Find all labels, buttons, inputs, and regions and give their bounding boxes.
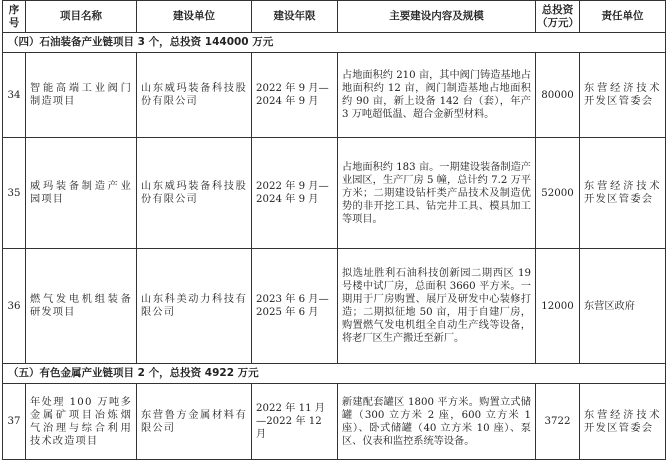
cell-seq: 36 — [3, 249, 26, 364]
cell-seq: 34 — [3, 53, 26, 138]
cell-responsible: 东营经济技术开发区管委会 — [580, 53, 666, 138]
project-table — [2, 0, 666, 460]
cell-content: 占地面积约 210 亩，其中阀门铸造基地占地面积约 12 亩，阀门制造基地占地面积约 90 亩，新上设备 142 台（套），年产 3 万吨超低温、超合金新型材料。 — [338, 53, 536, 138]
cell-name: 威玛装备制造产业园项目 — [26, 138, 137, 249]
section-row — [3, 33, 666, 53]
cell-investment: 3722 — [536, 384, 580, 460]
cell-seq: 37 — [3, 384, 26, 460]
cell-content: 拟选址胜利石油科技创新园二期西区 19 号楼中试厂房，总面积 3660 平方米。一期用于厂房购置、展厅及研发中心装修打造；二期拟征地 50 亩，用于自建厂房，购置燃气发电机组全自动生产线等设备，将老厂区生产搬迁至新厂。 — [338, 249, 536, 364]
table-row — [3, 138, 666, 249]
cell-period: 2022 年 11 月—2022 年 12 月 — [252, 384, 338, 460]
cell-builder: 山东威玛装备科技股份有限公司 — [137, 138, 252, 249]
section-row — [3, 364, 666, 384]
header-row — [3, 1, 666, 33]
table-row — [3, 53, 666, 138]
cell-period: 2022 年 9 月—2024 年 9 月 — [252, 138, 338, 249]
header-investment: 总投资（万元） — [536, 1, 580, 33]
cell-seq: 35 — [3, 138, 26, 249]
cell-investment: 12000 — [536, 249, 580, 364]
header-name: 项目名称 — [26, 1, 137, 33]
cell-builder: 山东威玛装备科技股份有限公司 — [137, 53, 252, 138]
table-row — [3, 249, 666, 364]
cell-responsible: 东营经济技术开发区管委会 — [580, 138, 666, 249]
cell-content: 占地面积约 183 亩。一期建设装备制造产业园区，生产厂房 5 幢，总计约 7.2 万平方米；二期建设钻杆类产品技术及制造优势的非开挖工具、钻完井工具、模具加工等项目。 — [338, 138, 536, 249]
header-builder: 建设单位 — [137, 1, 252, 33]
header-seq: 序号 — [3, 1, 26, 33]
cell-responsible: 东营区政府 — [580, 249, 666, 364]
cell-content: 新建配套罐区 1800 平方米。购置立式储罐（300 立方米 2 座，600 立方米 1 座）、卧式储罐（40 立方米 10 座）、泵区、仪表和监控系统等设备。 — [338, 384, 536, 460]
section-title: （四）石油装备产业链项目 3 个，总投资 144000 万元 — [3, 33, 666, 53]
cell-investment: 80000 — [536, 53, 580, 138]
cell-investment: 52000 — [536, 138, 580, 249]
cell-period: 2023 年 6 月—2025 年 6 月 — [252, 249, 338, 364]
cell-period: 2022 年 9 月—2024 年 9 月 — [252, 53, 338, 138]
header-content: 主要建设内容及规模 — [338, 1, 536, 33]
cell-builder: 山东科美动力科技有限公司 — [137, 249, 252, 364]
header-responsible: 责任单位 — [580, 1, 666, 33]
cell-name: 智能高端工业阀门制造项目 — [26, 53, 137, 138]
header-period: 建设年限 — [252, 1, 338, 33]
cell-name: 燃气发电机组装备研发项目 — [26, 249, 137, 364]
cell-name: 年处理 100 万吨多金属矿项目冶炼烟气治理与综合利用技术改造项目 — [26, 384, 137, 460]
cell-builder: 东营鲁方金属材料有限公司 — [137, 384, 252, 460]
table-row — [3, 384, 666, 460]
section-title: （五）有色金属产业链项目 2 个，总投资 4922 万元 — [3, 364, 666, 384]
cell-responsible: 东营经济技术开发区管委会 — [580, 384, 666, 460]
